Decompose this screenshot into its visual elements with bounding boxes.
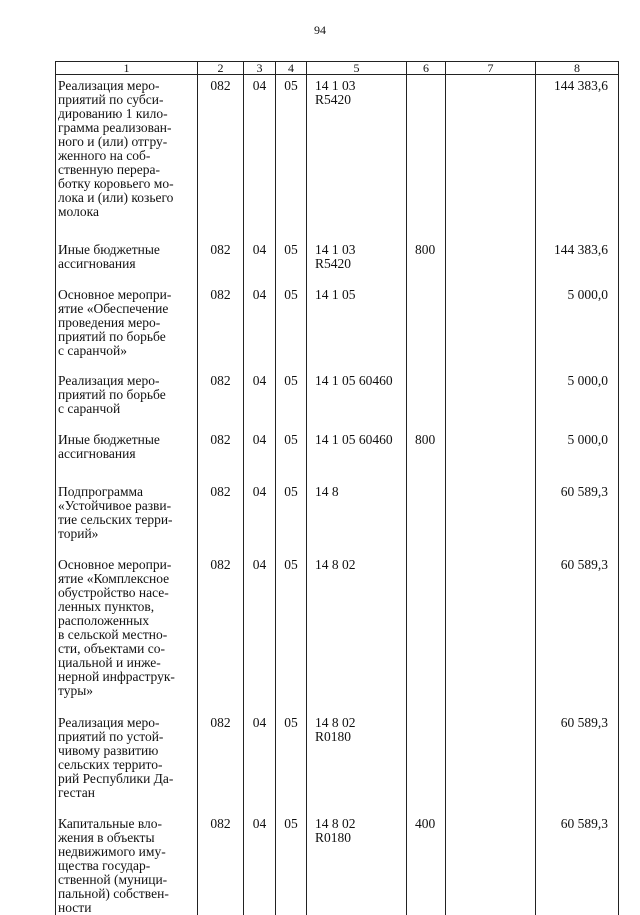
row-admin-code: 082 bbox=[198, 554, 244, 712]
row-name bbox=[56, 554, 198, 712]
row-target-article bbox=[307, 712, 407, 813]
row-admin-code: 082 bbox=[198, 481, 244, 554]
cell-line: приятий по устой- bbox=[58, 730, 195, 744]
row-subsection: 05 bbox=[276, 284, 307, 370]
row-admin-code: 082 bbox=[198, 370, 244, 429]
row-subsection: 05 bbox=[276, 75, 307, 240]
cell-line: ботку коровьего мо- bbox=[58, 177, 195, 191]
row-amount: 5 000,0 bbox=[536, 284, 619, 370]
cell-line: Основное меропри- bbox=[58, 288, 195, 302]
page-number: 94 bbox=[0, 23, 640, 38]
header-col-7: 7 bbox=[446, 62, 536, 75]
row-name bbox=[56, 712, 198, 813]
header-col-6: 6 bbox=[407, 62, 446, 75]
header-col-4: 4 bbox=[276, 62, 307, 75]
cell-line: жения в объекты bbox=[58, 831, 195, 845]
cell-line: R0180 bbox=[315, 831, 403, 845]
table-row bbox=[56, 75, 619, 240]
row-col-7 bbox=[446, 75, 536, 240]
cell-line: щества государ- bbox=[58, 859, 195, 873]
table-row bbox=[56, 370, 619, 429]
row-amount: 5 000,0 bbox=[536, 370, 619, 429]
cell-line: нерной инфраструк- bbox=[58, 670, 195, 684]
row-amount: 144 383,6 bbox=[536, 239, 619, 284]
cell-line: ного и (или) отгру- bbox=[58, 135, 195, 149]
row-section: 04 bbox=[244, 429, 276, 481]
cell-line: 14 8 02 bbox=[315, 817, 403, 831]
cell-line: ности bbox=[58, 901, 195, 915]
cell-line: пальной) собствен- bbox=[58, 887, 195, 901]
row-amount: 5 000,0 bbox=[536, 429, 619, 481]
table-row bbox=[56, 481, 619, 554]
cell-line: дированию 1 кило- bbox=[58, 107, 195, 121]
row-section: 04 bbox=[244, 239, 276, 284]
row-admin-code: 082 bbox=[198, 429, 244, 481]
cell-line: R5420 bbox=[315, 257, 403, 271]
row-col-7 bbox=[446, 284, 536, 370]
cell-line: ственную перера- bbox=[58, 163, 195, 177]
cell-line: 14 1 03 bbox=[315, 243, 403, 257]
cell-line: Иные бюджетные bbox=[58, 433, 195, 447]
cell-line: Основное меропри- bbox=[58, 558, 195, 572]
cell-line: 14 8 02 bbox=[315, 558, 403, 572]
cell-line: R5420 bbox=[315, 93, 403, 107]
row-name bbox=[56, 284, 198, 370]
row-col-7 bbox=[446, 481, 536, 554]
cell-line: проведения меро- bbox=[58, 316, 195, 330]
header-col-1: 1 bbox=[56, 62, 198, 75]
cell-line: 14 1 05 60460 bbox=[315, 433, 403, 447]
header-col-5: 5 bbox=[307, 62, 407, 75]
row-target-article bbox=[307, 75, 407, 240]
row-name bbox=[56, 481, 198, 554]
table-row bbox=[56, 813, 619, 915]
row-name bbox=[56, 75, 198, 240]
row-expense-type: 800 bbox=[407, 239, 446, 284]
row-col-7 bbox=[446, 429, 536, 481]
row-amount: 60 589,3 bbox=[536, 813, 619, 915]
row-expense-type: 800 bbox=[407, 429, 446, 481]
row-target-article bbox=[307, 239, 407, 284]
cell-line: 14 8 02 bbox=[315, 716, 403, 730]
row-target-article bbox=[307, 284, 407, 370]
cell-line: приятий по борьбе bbox=[58, 388, 195, 402]
row-subsection: 05 bbox=[276, 554, 307, 712]
table-row bbox=[56, 429, 619, 481]
row-section: 04 bbox=[244, 712, 276, 813]
cell-line: Реализация меро- bbox=[58, 79, 195, 93]
row-target-article bbox=[307, 429, 407, 481]
row-section: 04 bbox=[244, 75, 276, 240]
cell-line: недвижимого иму- bbox=[58, 845, 195, 859]
cell-line: ассигнования bbox=[58, 257, 195, 271]
table-row bbox=[56, 712, 619, 813]
row-admin-code: 082 bbox=[198, 284, 244, 370]
row-admin-code: 082 bbox=[198, 813, 244, 915]
budget-table bbox=[55, 61, 619, 915]
cell-line: тие сельских терри- bbox=[58, 513, 195, 527]
row-amount: 60 589,3 bbox=[536, 712, 619, 813]
row-target-article bbox=[307, 813, 407, 915]
row-admin-code: 082 bbox=[198, 239, 244, 284]
cell-line: 14 8 bbox=[315, 485, 403, 499]
cell-line: циальной и инже- bbox=[58, 656, 195, 670]
row-section: 04 bbox=[244, 481, 276, 554]
cell-line: ассигнования bbox=[58, 447, 195, 461]
cell-line: с саранчой bbox=[58, 402, 195, 416]
cell-line: молока bbox=[58, 205, 195, 219]
row-expense-type bbox=[407, 284, 446, 370]
table-row bbox=[56, 239, 619, 284]
row-col-7 bbox=[446, 370, 536, 429]
cell-line: грамма реализован- bbox=[58, 121, 195, 135]
row-admin-code: 082 bbox=[198, 75, 244, 240]
cell-line: в сельской местно- bbox=[58, 628, 195, 642]
row-subsection: 05 bbox=[276, 481, 307, 554]
row-name bbox=[56, 239, 198, 284]
cell-line: приятий по субси- bbox=[58, 93, 195, 107]
row-target-article bbox=[307, 481, 407, 554]
row-name bbox=[56, 813, 198, 915]
cell-line: Реализация меро- bbox=[58, 374, 195, 388]
cell-line: с саранчой» bbox=[58, 344, 195, 358]
row-col-7 bbox=[446, 239, 536, 284]
header-col-3: 3 bbox=[244, 62, 276, 75]
row-name bbox=[56, 370, 198, 429]
row-expense-type bbox=[407, 554, 446, 712]
cell-line: чивому развитию bbox=[58, 744, 195, 758]
cell-line: 14 1 05 bbox=[315, 288, 403, 302]
cell-line: Подпрограмма bbox=[58, 485, 195, 499]
row-subsection: 05 bbox=[276, 712, 307, 813]
cell-line: торий» bbox=[58, 527, 195, 541]
header-col-8: 8 bbox=[536, 62, 619, 75]
row-amount: 60 589,3 bbox=[536, 554, 619, 712]
row-subsection: 05 bbox=[276, 370, 307, 429]
row-col-7 bbox=[446, 712, 536, 813]
cell-line: ленных пунктов, bbox=[58, 600, 195, 614]
cell-line: ятие «Обеспечение bbox=[58, 302, 195, 316]
cell-line: расположенных bbox=[58, 614, 195, 628]
row-name bbox=[56, 429, 198, 481]
cell-line: ственной (муници- bbox=[58, 873, 195, 887]
row-section: 04 bbox=[244, 284, 276, 370]
table-row bbox=[56, 554, 619, 712]
cell-line: сти, объектами со- bbox=[58, 642, 195, 656]
row-section: 04 bbox=[244, 813, 276, 915]
header-col-2: 2 bbox=[198, 62, 244, 75]
row-expense-type bbox=[407, 712, 446, 813]
cell-line: обустройство насе- bbox=[58, 586, 195, 600]
row-amount: 144 383,6 bbox=[536, 75, 619, 240]
header-row bbox=[56, 62, 619, 75]
row-expense-type bbox=[407, 370, 446, 429]
row-subsection: 05 bbox=[276, 239, 307, 284]
cell-line: 14 1 05 60460 bbox=[315, 374, 403, 388]
row-expense-type bbox=[407, 481, 446, 554]
row-col-7 bbox=[446, 813, 536, 915]
cell-line: сельских террито- bbox=[58, 758, 195, 772]
cell-line: гестан bbox=[58, 786, 195, 800]
row-admin-code: 082 bbox=[198, 712, 244, 813]
cell-line: Капитальные вло- bbox=[58, 817, 195, 831]
row-subsection: 05 bbox=[276, 813, 307, 915]
row-section: 04 bbox=[244, 370, 276, 429]
row-col-7 bbox=[446, 554, 536, 712]
cell-line: ятие «Комплексное bbox=[58, 572, 195, 586]
table-row bbox=[56, 284, 619, 370]
row-subsection: 05 bbox=[276, 429, 307, 481]
cell-line: Иные бюджетные bbox=[58, 243, 195, 257]
row-expense-type: 400 bbox=[407, 813, 446, 915]
row-target-article bbox=[307, 554, 407, 712]
cell-line: «Устойчивое разви- bbox=[58, 499, 195, 513]
row-amount: 60 589,3 bbox=[536, 481, 619, 554]
cell-line: женного на соб- bbox=[58, 149, 195, 163]
cell-line: 14 1 03 bbox=[315, 79, 403, 93]
row-expense-type bbox=[407, 75, 446, 240]
cell-line: приятий по борьбе bbox=[58, 330, 195, 344]
cell-line: туры» bbox=[58, 684, 195, 698]
cell-line: Реализация меро- bbox=[58, 716, 195, 730]
cell-line: лока и (или) козьего bbox=[58, 191, 195, 205]
cell-line: R0180 bbox=[315, 730, 403, 744]
row-section: 04 bbox=[244, 554, 276, 712]
cell-line: рий Республики Да- bbox=[58, 772, 195, 786]
table-body bbox=[56, 75, 619, 915]
row-target-article bbox=[307, 370, 407, 429]
